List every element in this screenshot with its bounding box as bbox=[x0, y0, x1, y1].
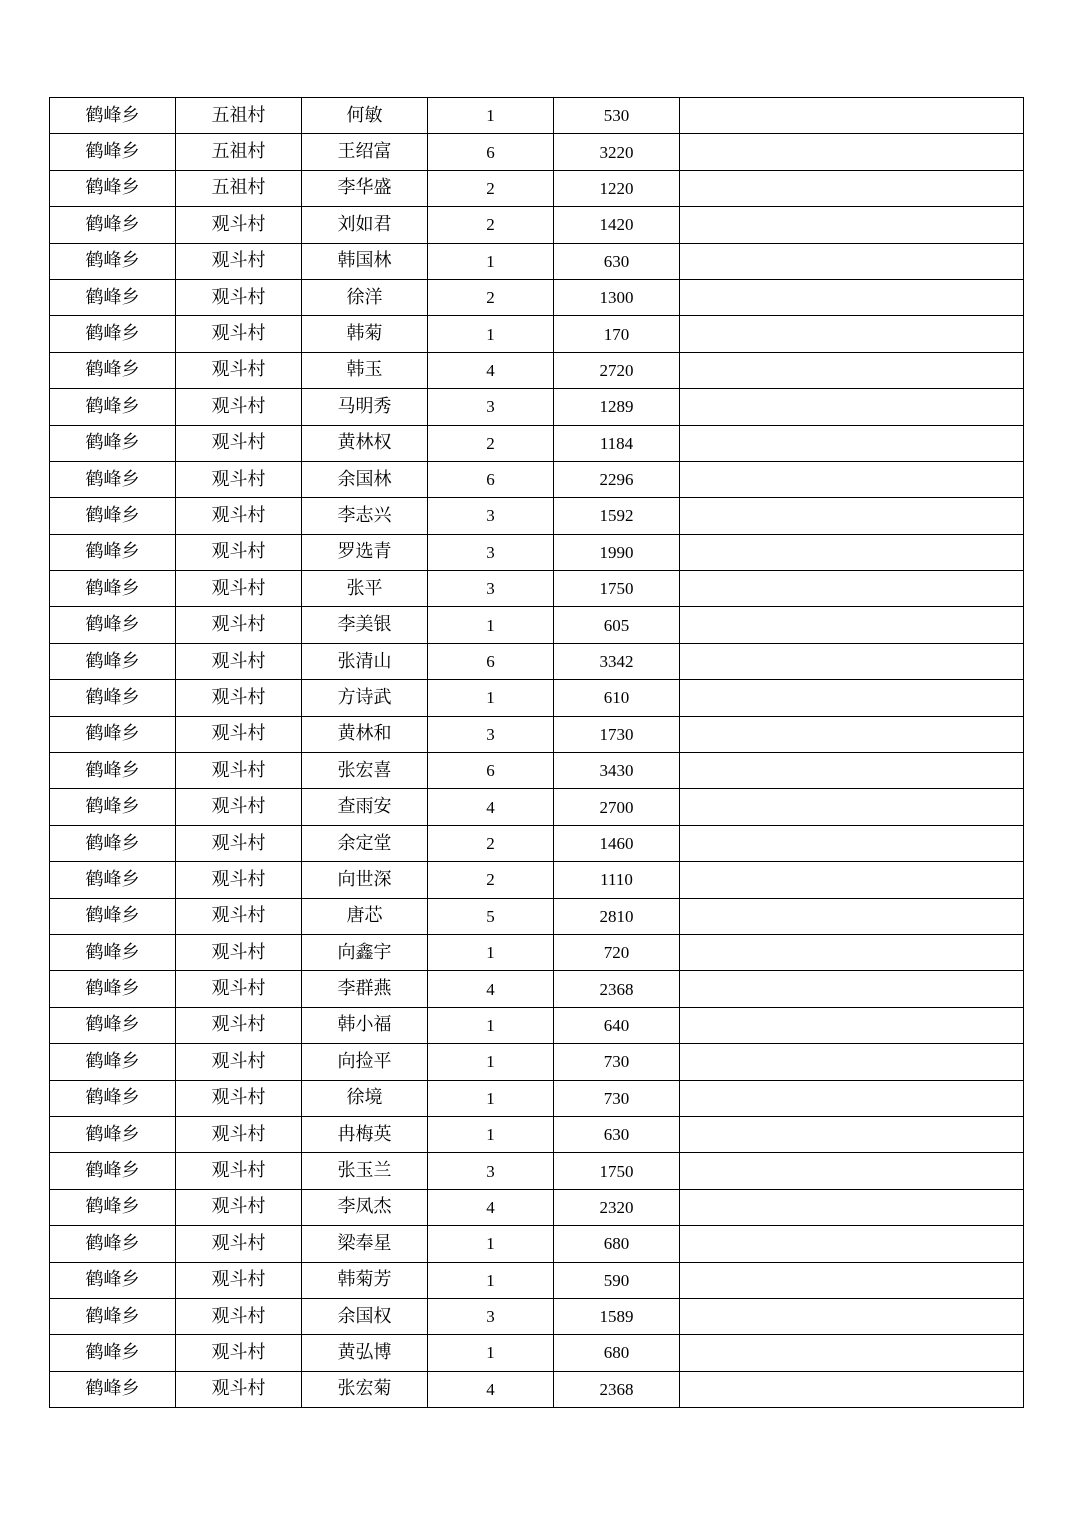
amount-cell: 730 bbox=[554, 1080, 680, 1116]
household-count-cell: 3 bbox=[428, 1153, 554, 1189]
village-cell: 观斗村 bbox=[176, 1335, 302, 1371]
table-row bbox=[50, 134, 1024, 170]
amount-cell: 2296 bbox=[554, 461, 680, 497]
amount-cell: 630 bbox=[554, 243, 680, 279]
remark-cell bbox=[680, 1262, 1024, 1298]
name-cell: 查雨安 bbox=[302, 789, 428, 825]
household-count-cell: 2 bbox=[428, 862, 554, 898]
township-cell: 鹤峰乡 bbox=[50, 825, 176, 861]
township-cell: 鹤峰乡 bbox=[50, 898, 176, 934]
name-cell: 余国林 bbox=[302, 461, 428, 497]
table-row bbox=[50, 789, 1024, 825]
village-cell: 观斗村 bbox=[176, 680, 302, 716]
table-row bbox=[50, 1189, 1024, 1225]
township-cell: 鹤峰乡 bbox=[50, 716, 176, 752]
household-count-cell: 4 bbox=[428, 1189, 554, 1225]
table-row bbox=[50, 1262, 1024, 1298]
amount-cell: 640 bbox=[554, 1007, 680, 1043]
township-cell: 鹤峰乡 bbox=[50, 170, 176, 206]
name-cell: 韩菊 bbox=[302, 316, 428, 352]
household-count-cell: 1 bbox=[428, 1116, 554, 1152]
amount-cell: 730 bbox=[554, 1044, 680, 1080]
table-body bbox=[50, 98, 1024, 1408]
township-cell: 鹤峰乡 bbox=[50, 534, 176, 570]
table-row bbox=[50, 934, 1024, 970]
remark-cell bbox=[680, 1116, 1024, 1152]
household-count-cell: 5 bbox=[428, 898, 554, 934]
table-row bbox=[50, 1335, 1024, 1371]
table-row bbox=[50, 389, 1024, 425]
table-row bbox=[50, 1080, 1024, 1116]
village-cell: 观斗村 bbox=[176, 607, 302, 643]
table-row bbox=[50, 862, 1024, 898]
amount-cell: 1220 bbox=[554, 170, 680, 206]
remark-cell bbox=[680, 571, 1024, 607]
name-cell: 李志兴 bbox=[302, 498, 428, 534]
township-cell: 鹤峰乡 bbox=[50, 1189, 176, 1225]
household-count-cell: 3 bbox=[428, 389, 554, 425]
amount-cell: 1730 bbox=[554, 716, 680, 752]
name-cell: 李凤杰 bbox=[302, 1189, 428, 1225]
remark-cell bbox=[680, 934, 1024, 970]
amount-cell: 3342 bbox=[554, 643, 680, 679]
remark-cell bbox=[680, 1189, 1024, 1225]
name-cell: 李群燕 bbox=[302, 971, 428, 1007]
household-count-cell: 2 bbox=[428, 825, 554, 861]
remark-cell bbox=[680, 1007, 1024, 1043]
remark-cell bbox=[680, 680, 1024, 716]
household-count-cell: 6 bbox=[428, 134, 554, 170]
village-cell: 观斗村 bbox=[176, 934, 302, 970]
remark-cell bbox=[680, 825, 1024, 861]
amount-cell: 680 bbox=[554, 1335, 680, 1371]
household-count-cell: 6 bbox=[428, 461, 554, 497]
table-row bbox=[50, 316, 1024, 352]
household-count-cell: 1 bbox=[428, 1044, 554, 1080]
township-cell: 鹤峰乡 bbox=[50, 1153, 176, 1189]
township-cell: 鹤峰乡 bbox=[50, 134, 176, 170]
remark-cell bbox=[680, 134, 1024, 170]
remark-cell bbox=[680, 279, 1024, 315]
name-cell: 徐境 bbox=[302, 1080, 428, 1116]
table-row bbox=[50, 498, 1024, 534]
township-cell: 鹤峰乡 bbox=[50, 862, 176, 898]
table-row bbox=[50, 1007, 1024, 1043]
township-cell: 鹤峰乡 bbox=[50, 207, 176, 243]
village-cell: 观斗村 bbox=[176, 279, 302, 315]
village-cell: 五祖村 bbox=[176, 98, 302, 134]
household-count-cell: 1 bbox=[428, 243, 554, 279]
household-count-cell: 1 bbox=[428, 1080, 554, 1116]
village-cell: 观斗村 bbox=[176, 1153, 302, 1189]
name-cell: 张平 bbox=[302, 571, 428, 607]
township-cell: 鹤峰乡 bbox=[50, 461, 176, 497]
household-count-cell: 4 bbox=[428, 971, 554, 1007]
household-count-cell: 2 bbox=[428, 170, 554, 206]
name-cell: 唐芯 bbox=[302, 898, 428, 934]
table-row bbox=[50, 571, 1024, 607]
household-count-cell: 4 bbox=[428, 352, 554, 388]
amount-cell: 680 bbox=[554, 1226, 680, 1262]
remark-cell bbox=[680, 789, 1024, 825]
name-cell: 韩小福 bbox=[302, 1007, 428, 1043]
table-row bbox=[50, 607, 1024, 643]
amount-cell: 1110 bbox=[554, 862, 680, 898]
village-cell: 观斗村 bbox=[176, 1189, 302, 1225]
remark-cell bbox=[680, 1335, 1024, 1371]
village-cell: 观斗村 bbox=[176, 971, 302, 1007]
table-row bbox=[50, 898, 1024, 934]
township-cell: 鹤峰乡 bbox=[50, 98, 176, 134]
township-cell: 鹤峰乡 bbox=[50, 789, 176, 825]
table-row bbox=[50, 1226, 1024, 1262]
amount-cell: 610 bbox=[554, 680, 680, 716]
remark-cell bbox=[680, 498, 1024, 534]
remark-cell bbox=[680, 389, 1024, 425]
township-cell: 鹤峰乡 bbox=[50, 1298, 176, 1334]
remark-cell bbox=[680, 643, 1024, 679]
township-cell: 鹤峰乡 bbox=[50, 1007, 176, 1043]
remark-cell bbox=[680, 898, 1024, 934]
table-row bbox=[50, 243, 1024, 279]
name-cell: 向鑫宇 bbox=[302, 934, 428, 970]
township-cell: 鹤峰乡 bbox=[50, 498, 176, 534]
township-cell: 鹤峰乡 bbox=[50, 1371, 176, 1407]
remark-cell bbox=[680, 1298, 1024, 1334]
township-cell: 鹤峰乡 bbox=[50, 753, 176, 789]
township-cell: 鹤峰乡 bbox=[50, 279, 176, 315]
township-cell: 鹤峰乡 bbox=[50, 1262, 176, 1298]
remark-cell bbox=[680, 98, 1024, 134]
village-cell: 观斗村 bbox=[176, 534, 302, 570]
village-cell: 观斗村 bbox=[176, 1080, 302, 1116]
remark-cell bbox=[680, 1226, 1024, 1262]
village-cell: 五祖村 bbox=[176, 170, 302, 206]
name-cell: 黄弘博 bbox=[302, 1335, 428, 1371]
village-cell: 观斗村 bbox=[176, 1226, 302, 1262]
name-cell: 韩玉 bbox=[302, 352, 428, 388]
name-cell: 方诗武 bbox=[302, 680, 428, 716]
amount-cell: 590 bbox=[554, 1262, 680, 1298]
village-cell: 观斗村 bbox=[176, 753, 302, 789]
table-row bbox=[50, 753, 1024, 789]
amount-cell: 530 bbox=[554, 98, 680, 134]
township-cell: 鹤峰乡 bbox=[50, 1335, 176, 1371]
township-cell: 鹤峰乡 bbox=[50, 607, 176, 643]
name-cell: 梁奉星 bbox=[302, 1226, 428, 1262]
name-cell: 向捡平 bbox=[302, 1044, 428, 1080]
data-table bbox=[49, 97, 1024, 1408]
amount-cell: 1300 bbox=[554, 279, 680, 315]
table-row bbox=[50, 643, 1024, 679]
name-cell: 黄林和 bbox=[302, 716, 428, 752]
township-cell: 鹤峰乡 bbox=[50, 425, 176, 461]
township-cell: 鹤峰乡 bbox=[50, 389, 176, 425]
remark-cell bbox=[680, 753, 1024, 789]
name-cell: 向世深 bbox=[302, 862, 428, 898]
household-count-cell: 6 bbox=[428, 643, 554, 679]
name-cell: 张宏喜 bbox=[302, 753, 428, 789]
amount-cell: 605 bbox=[554, 607, 680, 643]
remark-cell bbox=[680, 1371, 1024, 1407]
table-row bbox=[50, 461, 1024, 497]
village-cell: 观斗村 bbox=[176, 1298, 302, 1334]
village-cell: 观斗村 bbox=[176, 643, 302, 679]
table-row bbox=[50, 1044, 1024, 1080]
remark-cell bbox=[680, 461, 1024, 497]
amount-cell: 1990 bbox=[554, 534, 680, 570]
household-count-cell: 3 bbox=[428, 716, 554, 752]
amount-cell: 630 bbox=[554, 1116, 680, 1152]
remark-cell bbox=[680, 716, 1024, 752]
amount-cell: 1289 bbox=[554, 389, 680, 425]
remark-cell bbox=[680, 316, 1024, 352]
name-cell: 张宏菊 bbox=[302, 1371, 428, 1407]
amount-cell: 720 bbox=[554, 934, 680, 970]
household-count-cell: 4 bbox=[428, 789, 554, 825]
remark-cell bbox=[680, 425, 1024, 461]
table-row bbox=[50, 207, 1024, 243]
village-cell: 观斗村 bbox=[176, 571, 302, 607]
village-cell: 观斗村 bbox=[176, 316, 302, 352]
household-count-cell: 4 bbox=[428, 1371, 554, 1407]
remark-cell bbox=[680, 971, 1024, 1007]
name-cell: 黄林权 bbox=[302, 425, 428, 461]
name-cell: 李美银 bbox=[302, 607, 428, 643]
table-row bbox=[50, 680, 1024, 716]
remark-cell bbox=[680, 352, 1024, 388]
township-cell: 鹤峰乡 bbox=[50, 571, 176, 607]
name-cell: 韩国林 bbox=[302, 243, 428, 279]
township-cell: 鹤峰乡 bbox=[50, 971, 176, 1007]
table-row bbox=[50, 1116, 1024, 1152]
household-count-cell: 3 bbox=[428, 571, 554, 607]
amount-cell: 1420 bbox=[554, 207, 680, 243]
amount-cell: 2810 bbox=[554, 898, 680, 934]
township-cell: 鹤峰乡 bbox=[50, 1116, 176, 1152]
township-cell: 鹤峰乡 bbox=[50, 643, 176, 679]
remark-cell bbox=[680, 170, 1024, 206]
village-cell: 观斗村 bbox=[176, 1044, 302, 1080]
name-cell: 余定堂 bbox=[302, 825, 428, 861]
amount-cell: 1592 bbox=[554, 498, 680, 534]
amount-cell: 1750 bbox=[554, 571, 680, 607]
village-cell: 观斗村 bbox=[176, 1371, 302, 1407]
village-cell: 观斗村 bbox=[176, 425, 302, 461]
household-count-cell: 1 bbox=[428, 607, 554, 643]
household-count-cell: 2 bbox=[428, 279, 554, 315]
name-cell: 徐洋 bbox=[302, 279, 428, 315]
household-count-cell: 1 bbox=[428, 316, 554, 352]
township-cell: 鹤峰乡 bbox=[50, 316, 176, 352]
table-row bbox=[50, 279, 1024, 315]
amount-cell: 1460 bbox=[554, 825, 680, 861]
village-cell: 观斗村 bbox=[176, 1007, 302, 1043]
table-row bbox=[50, 825, 1024, 861]
amount-cell: 2368 bbox=[554, 971, 680, 1007]
amount-cell: 2368 bbox=[554, 1371, 680, 1407]
township-cell: 鹤峰乡 bbox=[50, 934, 176, 970]
remark-cell bbox=[680, 207, 1024, 243]
household-count-cell: 1 bbox=[428, 98, 554, 134]
village-cell: 观斗村 bbox=[176, 1262, 302, 1298]
table-row bbox=[50, 1298, 1024, 1334]
table-row bbox=[50, 425, 1024, 461]
amount-cell: 3430 bbox=[554, 753, 680, 789]
household-count-cell: 1 bbox=[428, 1007, 554, 1043]
name-cell: 罗选青 bbox=[302, 534, 428, 570]
village-cell: 观斗村 bbox=[176, 352, 302, 388]
village-cell: 观斗村 bbox=[176, 716, 302, 752]
table-row bbox=[50, 170, 1024, 206]
name-cell: 何敏 bbox=[302, 98, 428, 134]
village-cell: 观斗村 bbox=[176, 207, 302, 243]
table-row bbox=[50, 716, 1024, 752]
township-cell: 鹤峰乡 bbox=[50, 352, 176, 388]
household-count-cell: 1 bbox=[428, 680, 554, 716]
household-count-cell: 1 bbox=[428, 1262, 554, 1298]
village-cell: 观斗村 bbox=[176, 1116, 302, 1152]
name-cell: 张玉兰 bbox=[302, 1153, 428, 1189]
village-cell: 观斗村 bbox=[176, 825, 302, 861]
household-count-cell: 3 bbox=[428, 534, 554, 570]
name-cell: 张清山 bbox=[302, 643, 428, 679]
household-count-cell: 3 bbox=[428, 498, 554, 534]
remark-cell bbox=[680, 243, 1024, 279]
amount-cell: 1184 bbox=[554, 425, 680, 461]
household-count-cell: 6 bbox=[428, 753, 554, 789]
township-cell: 鹤峰乡 bbox=[50, 243, 176, 279]
remark-cell bbox=[680, 1044, 1024, 1080]
household-count-cell: 1 bbox=[428, 1226, 554, 1262]
amount-cell: 2320 bbox=[554, 1189, 680, 1225]
remark-cell bbox=[680, 1080, 1024, 1116]
remark-cell bbox=[680, 1153, 1024, 1189]
township-cell: 鹤峰乡 bbox=[50, 1044, 176, 1080]
village-cell: 观斗村 bbox=[176, 898, 302, 934]
village-cell: 观斗村 bbox=[176, 789, 302, 825]
amount-cell: 1750 bbox=[554, 1153, 680, 1189]
table-row bbox=[50, 1153, 1024, 1189]
remark-cell bbox=[680, 862, 1024, 898]
name-cell: 韩菊芳 bbox=[302, 1262, 428, 1298]
household-count-cell: 2 bbox=[428, 425, 554, 461]
remark-cell bbox=[680, 607, 1024, 643]
table-row bbox=[50, 1371, 1024, 1407]
township-cell: 鹤峰乡 bbox=[50, 680, 176, 716]
table-row bbox=[50, 971, 1024, 1007]
amount-cell: 2700 bbox=[554, 789, 680, 825]
village-cell: 观斗村 bbox=[176, 389, 302, 425]
household-count-cell: 1 bbox=[428, 934, 554, 970]
household-count-cell: 3 bbox=[428, 1298, 554, 1334]
name-cell: 李华盛 bbox=[302, 170, 428, 206]
name-cell: 冉梅英 bbox=[302, 1116, 428, 1152]
village-cell: 观斗村 bbox=[176, 461, 302, 497]
name-cell: 余国权 bbox=[302, 1298, 428, 1334]
household-count-cell: 1 bbox=[428, 1335, 554, 1371]
table-row bbox=[50, 98, 1024, 134]
table-row bbox=[50, 352, 1024, 388]
amount-cell: 1589 bbox=[554, 1298, 680, 1334]
table-row bbox=[50, 534, 1024, 570]
township-cell: 鹤峰乡 bbox=[50, 1226, 176, 1262]
village-cell: 观斗村 bbox=[176, 498, 302, 534]
name-cell: 王绍富 bbox=[302, 134, 428, 170]
township-cell: 鹤峰乡 bbox=[50, 1080, 176, 1116]
village-cell: 五祖村 bbox=[176, 134, 302, 170]
village-cell: 观斗村 bbox=[176, 243, 302, 279]
amount-cell: 170 bbox=[554, 316, 680, 352]
village-cell: 观斗村 bbox=[176, 862, 302, 898]
amount-cell: 3220 bbox=[554, 134, 680, 170]
name-cell: 马明秀 bbox=[302, 389, 428, 425]
remark-cell bbox=[680, 534, 1024, 570]
name-cell: 刘如君 bbox=[302, 207, 428, 243]
household-count-cell: 2 bbox=[428, 207, 554, 243]
amount-cell: 2720 bbox=[554, 352, 680, 388]
